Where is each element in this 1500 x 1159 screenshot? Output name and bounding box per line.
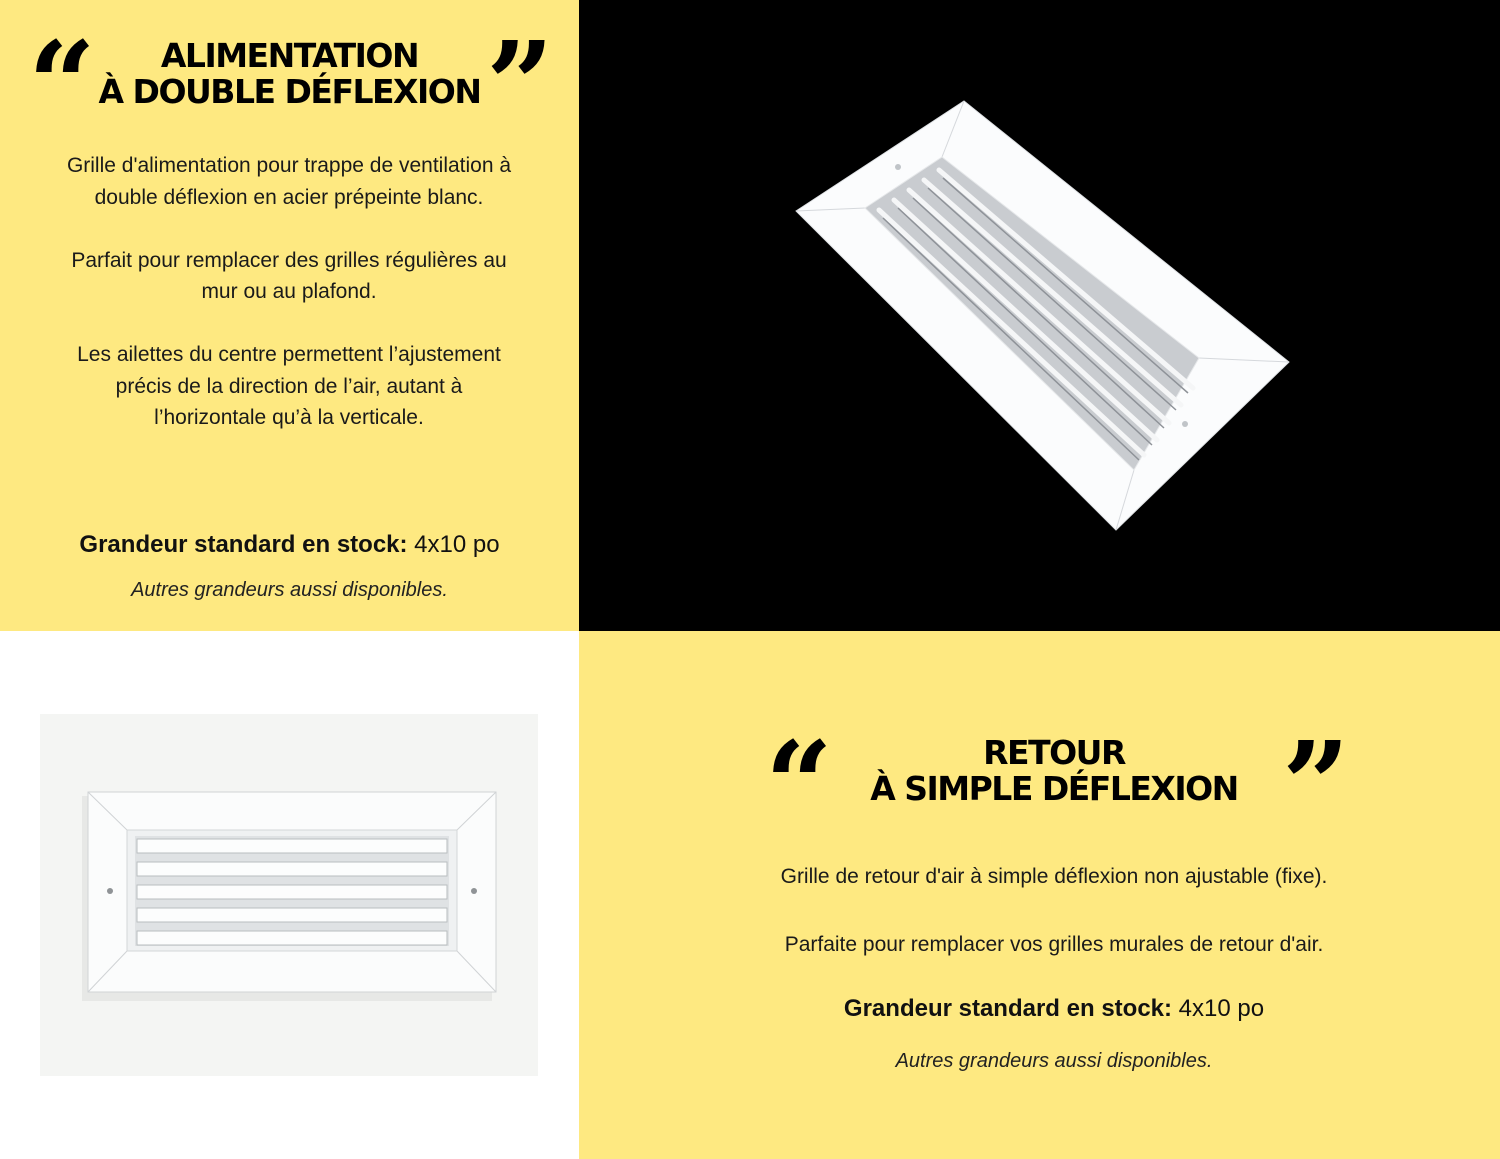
supply-availability-note: Autres grandeurs aussi disponibles. <box>131 579 448 601</box>
single-deflection-grille-image <box>0 631 579 1159</box>
double-deflection-grille-image <box>579 0 1500 631</box>
return-title-line2: À SIMPLE DÉFLEXION <box>870 769 1238 808</box>
size-label: Grandeur standard en stock: <box>843 995 1172 1022</box>
close-quote-icon: ” <box>1282 715 1342 854</box>
supply-paragraph: Grille d'alimentation pour trappe de ventilation à double déflexion en acier prépeinte blanc. <box>66 154 512 209</box>
return-availability-note: Autres grandeurs aussi disponibles. <box>895 1050 1213 1072</box>
close-quote-icon: ” <box>486 15 546 154</box>
size-value: 4x10 po <box>407 531 500 558</box>
return-paragraph: Grille de retour d'air à simple déflexion non ajustable (fixe). <box>780 865 1328 888</box>
supply-standard-size <box>0 531 579 559</box>
supply-title-line1: ALIMENTATION <box>160 36 419 75</box>
return-description <box>579 861 1500 960</box>
return-grille-photo-panel <box>0 631 579 1159</box>
return-paragraph: Parfaite pour remplacer vos grilles murales de retour d'air. <box>784 932 1324 956</box>
supply-grille-photo-panel <box>579 0 1500 631</box>
open-quote-icon: “ <box>28 15 88 154</box>
size-value: 4x10 po <box>1172 995 1265 1022</box>
return-title <box>579 735 1500 807</box>
return-grille-info-panel <box>579 631 1500 1159</box>
size-label: Grandeur standard en stock: <box>79 531 408 558</box>
supply-paragraph: Parfait pour remplacer des grilles régulières au mur ou au plafond. <box>71 248 507 303</box>
supply-title-line2: À DOUBLE DÉFLEXION <box>98 72 481 111</box>
supply-description <box>60 150 518 434</box>
return-standard-size <box>579 995 1500 1023</box>
return-title-line1: RETOUR <box>983 733 1125 772</box>
supply-grille-info-panel <box>0 0 579 631</box>
supply-paragraph: Les ailettes du centre permettent l’ajustement précis de la direction de l’air, autant à l’horizontale qu’à la verticale. <box>77 343 501 429</box>
open-quote-icon: “ <box>765 715 825 854</box>
